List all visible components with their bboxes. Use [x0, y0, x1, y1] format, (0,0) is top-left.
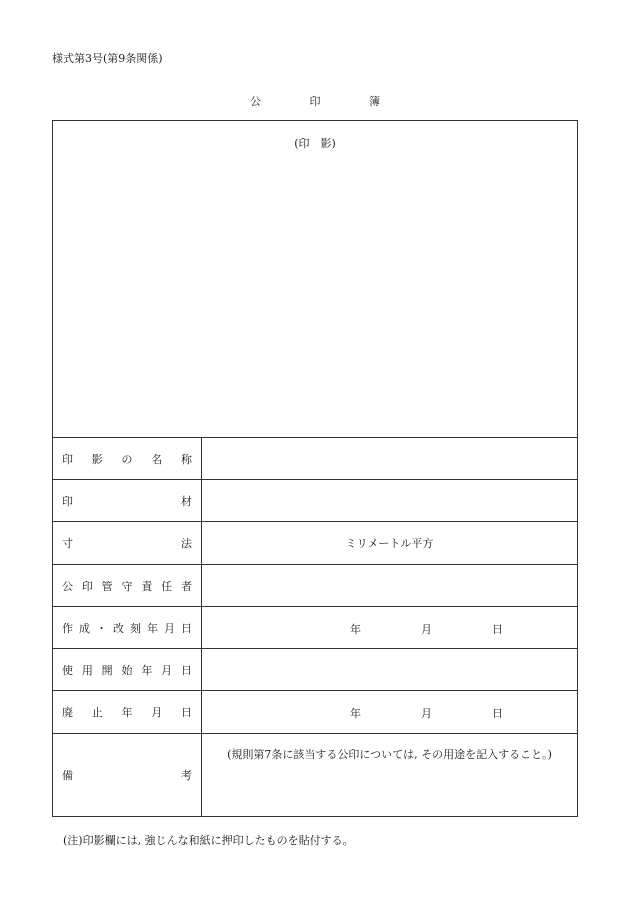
label-char: 材 [181, 494, 192, 508]
label-char: 開 [101, 663, 113, 677]
row-seal-name [53, 438, 577, 480]
label-char: 印 [62, 452, 73, 466]
label-char: 名 [151, 452, 163, 466]
label-char: 使 [62, 663, 73, 677]
seal-impression-heading: (印 影) [294, 137, 336, 150]
label-char: 年 [147, 621, 158, 635]
label-char: 年 [141, 663, 153, 677]
day-unit: 日 [492, 622, 503, 636]
month-unit: 月 [421, 707, 432, 720]
label-char: 作 [62, 621, 73, 635]
row-label-seal-name [53, 438, 202, 479]
row-label-start-use-date [53, 649, 202, 690]
month-unit: 月 [421, 622, 432, 636]
row-label-remarks [53, 734, 202, 816]
label-char: ・ [96, 621, 107, 635]
year-unit: 年 [350, 707, 361, 720]
label-char: 成 [79, 621, 90, 635]
label-char: 任 [161, 579, 173, 593]
seal-name-field[interactable] [202, 438, 577, 479]
label-char: 月 [164, 621, 175, 635]
label-char: 刻 [130, 621, 141, 635]
seal-register-table [52, 120, 578, 817]
label-char: 責 [141, 579, 153, 593]
custodian-field[interactable] [202, 565, 577, 606]
label-char: 改 [113, 621, 124, 635]
label-char: 寸 [62, 537, 73, 550]
label-char: 用 [81, 663, 93, 677]
title-char: 公 [250, 95, 261, 108]
remarks-field[interactable] [202, 734, 577, 816]
row-remarks [53, 734, 577, 816]
row-created-date [53, 607, 577, 649]
remarks-note: (規則第7条に該当する公印については, その用途を記入すること。) [227, 748, 552, 761]
label-char: 日 [180, 663, 192, 677]
year-unit: 年 [350, 622, 361, 636]
label-char: 影 [91, 452, 103, 466]
row-abolished-date [53, 691, 577, 734]
row-label-size [53, 522, 202, 564]
abolished-date-field[interactable] [202, 691, 577, 733]
row-label-custodian [53, 565, 202, 606]
material-field[interactable] [202, 480, 577, 521]
label-char: 日 [181, 706, 192, 719]
row-label-created-date [53, 607, 202, 648]
label-char: 備 [62, 769, 73, 782]
label-char: 法 [181, 537, 192, 550]
label-char: 廃 [62, 706, 73, 719]
row-material [53, 480, 577, 522]
label-char: 印 [81, 579, 93, 593]
label-char: 公 [62, 579, 73, 593]
size-unit: ミリメートル平方 [345, 537, 434, 550]
label-char: 始 [121, 663, 133, 677]
row-custodian [53, 565, 577, 607]
document-title [250, 93, 380, 109]
row-start-use-date [53, 649, 577, 691]
title-char: 印 [309, 95, 321, 108]
title-char: 簿 [369, 95, 380, 108]
label-char: 年 [121, 706, 133, 719]
row-size [53, 522, 577, 565]
label-char: 者 [180, 579, 192, 593]
label-char: の [121, 452, 133, 466]
label-char: 月 [151, 706, 163, 719]
seal-impression-area[interactable] [53, 121, 577, 438]
footnote: (注)印影欄には, 強じんな和紙に押印したものを貼付する。 [63, 834, 354, 847]
row-label-abolished-date [53, 691, 202, 733]
label-char: 称 [181, 452, 192, 466]
label-char: 守 [121, 579, 133, 593]
label-char: 月 [161, 663, 173, 677]
size-field[interactable] [202, 522, 577, 564]
label-char: 管 [101, 579, 113, 593]
created-date-field[interactable] [202, 607, 577, 648]
form-number: 様式第3号(第9条関係) [52, 52, 163, 65]
label-char: 印 [62, 494, 73, 508]
day-unit: 日 [492, 707, 503, 720]
label-char: 止 [91, 706, 103, 719]
row-label-material [53, 480, 202, 521]
label-char: 考 [181, 769, 192, 782]
start-use-date-field[interactable] [202, 649, 577, 690]
label-char: 日 [181, 621, 192, 635]
